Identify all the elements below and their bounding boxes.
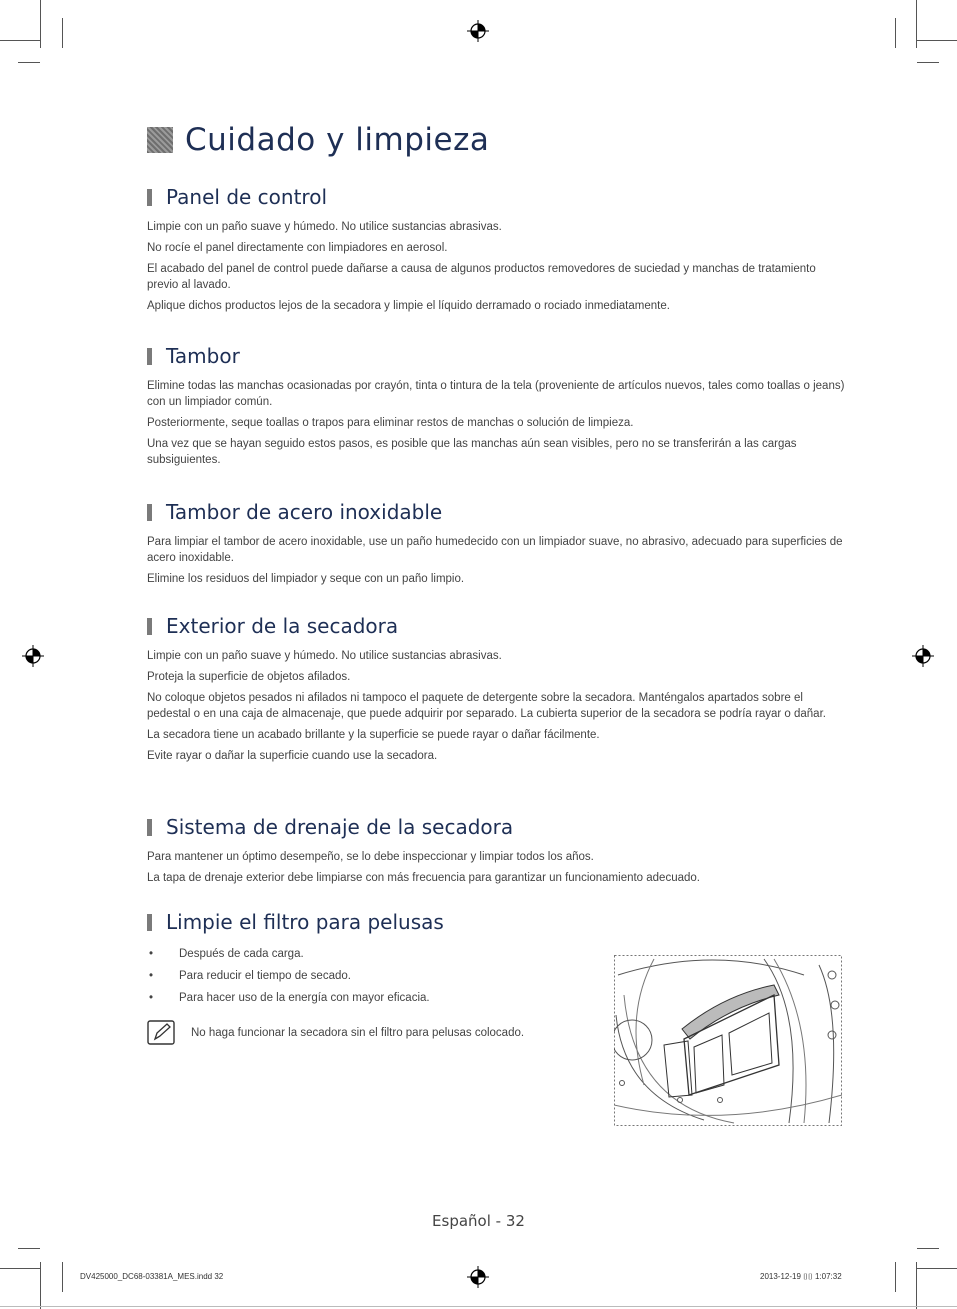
crop-mark (40, 1262, 41, 1309)
crop-mark (18, 1248, 40, 1249)
paragraph: Para mantener un óptimo desempeño, se lo debe inspeccionar y limpiar todos los años. (147, 851, 594, 863)
paragraph: Una vez que se hayan seguido estos pasos, es posible que las manchas aún sean visibles, pero no se transferirán a las cargas subsiguientes. (147, 438, 797, 466)
file-slug: DV425000_DC68-03381A_MES.indd 32 (80, 1272, 224, 1281)
date-slug: 2013-12-19 ⌷⌷ 1:07:32 (760, 1272, 842, 1281)
paragraph: Para limpiar el tambor de acero inoxidable, use un paño humedecido con un limpiador suave, no abrasivo, adecuado para superficies de acero inoxidable. (147, 536, 843, 564)
section-exterior-secadora (147, 614, 847, 769)
section-heading: Limpie el filtro para pelusas (147, 910, 587, 934)
paragraph: El acabado del panel de control puede dañarse a causa de algunos productos removedores de suciedad y manchas de tratamiento previo al lavado. (147, 263, 816, 291)
registration-mark-icon (467, 1266, 489, 1288)
paragraph: Elimine todas las manchas ocasionadas por crayón, tinta o tintura de la tela (proveniente de artículos nuevos, tales como toallas o jeans) con un limpiador común. (147, 380, 845, 408)
registration-mark-icon (467, 20, 489, 42)
registration-mark-icon (912, 645, 934, 667)
paragraph: Elimine los residuos del limpiador y seque con un paño limpio. (147, 573, 465, 585)
list-item: • Después de cada carga. (149, 948, 304, 960)
crop-mark (0, 1268, 40, 1269)
paragraph: Limpie con un paño suave y húmedo. No utilice sustancias abrasivas. (147, 221, 502, 233)
heading-bar-icon (147, 348, 152, 365)
paragraph: Aplique dichos productos lejos de la secadora y limpie el líquido derramado o rociado inmediatamente. (147, 300, 670, 312)
note-text: No haga funcionar la secadora sin el filtro para pelusas colocado. (191, 1027, 525, 1039)
section-heading: Sistema de drenaje de la secadora (147, 815, 847, 839)
title-square-icon (147, 127, 173, 153)
section-panel-de-control (147, 185, 847, 319)
note-pencil-icon (147, 1020, 177, 1046)
heading-bar-icon (147, 914, 152, 931)
paragraph: Proteja la superficie de objetos afilados. (147, 671, 351, 683)
page-title (147, 122, 489, 158)
paragraph: No rocíe el panel directamente con limpiadores en aerosol. (147, 242, 448, 254)
paragraph: Limpie con un paño suave y húmedo. No utilice sustancias abrasivas. (147, 650, 502, 662)
page-edge (0, 1306, 957, 1307)
section-tambor (147, 344, 847, 473)
heading-bar-icon (147, 189, 152, 206)
crop-mark (917, 62, 939, 63)
heading-bar-icon (147, 819, 152, 836)
paragraph: Posteriormente, seque toallas o trapos para eliminar restos de manchas o solución de limpieza. (147, 417, 634, 429)
section-heading: Tambor (147, 344, 847, 368)
paragraph: Evite rayar o dañar la superficie cuando use la secadora. (147, 750, 438, 762)
crop-mark (18, 62, 40, 63)
list-item: • Para hacer uso de la energía con mayor eficacia. (149, 992, 430, 1004)
crop-mark (917, 40, 957, 41)
crop-mark (917, 1248, 939, 1249)
crop-mark (917, 1268, 957, 1269)
section-heading: Panel de control (147, 185, 847, 209)
lint-filter-illustration (614, 955, 842, 1126)
section-filtro-pelusas (147, 910, 587, 1046)
section-heading: Exterior de la secadora (147, 614, 847, 638)
crop-mark (0, 40, 40, 41)
registration-mark-icon (22, 645, 44, 667)
paragraph: La secadora tiene un acabado brillante y la superficie se puede rayar o dañar fácilmente. (147, 729, 600, 741)
crop-mark (895, 18, 896, 48)
paragraph: La tapa de drenaje exterior debe limpiarse con más frecuencia para garantizar un funcionamiento adecuado. (147, 872, 700, 884)
page-number: Español - 32 (432, 1212, 525, 1230)
page-title-text: Cuidado y limpieza (185, 122, 490, 158)
crop-mark (62, 1262, 63, 1292)
heading-bar-icon (147, 504, 152, 521)
crop-mark (916, 1262, 917, 1309)
paragraph: No coloque objetos pesados ni afilados ni tampoco el paquete de detergente sobre la secadora. Manténgalos apartados sobre el pedestal o en una caja de almacenaje, que puede adquirir por separado. La cubierta superior de la secadora se podría rayar o dañar. (147, 692, 826, 720)
crop-mark (895, 1262, 896, 1292)
list-item: • Para reducir el tiempo de secado. (149, 970, 351, 982)
note (147, 1020, 587, 1046)
section-tambor-acero-inoxidable (147, 500, 847, 592)
section-heading: Tambor de acero inoxidable (147, 500, 847, 524)
crop-mark (40, 0, 41, 48)
bullet-list (147, 946, 587, 1006)
heading-bar-icon (147, 618, 152, 635)
section-sistema-drenaje (147, 815, 847, 891)
crop-mark (62, 18, 63, 48)
